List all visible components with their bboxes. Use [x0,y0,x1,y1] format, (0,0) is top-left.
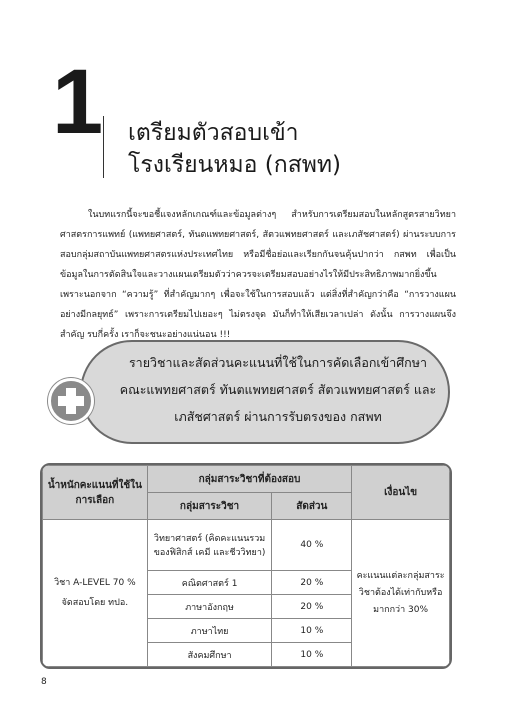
ratio-cell: 10 % [272,619,352,643]
subject-cell: ภาษาอังกฤษ [147,595,272,619]
callout-line2: คณะแพทยศาสตร์ ทันตแพทยศาสตร์ สัตวแพทยศาสตร์ และ [119,382,437,397]
callout-line3: เภสัชศาสตร์ ผ่านการรับตรงของ กสพท [174,409,382,424]
ratio-cell: 40 % [272,520,352,571]
table-row [43,520,450,571]
header-group: กลุ่มสาระวิชาที่ต้องสอบ [147,466,352,493]
subject-cell: ภาษาไทย [147,619,272,643]
subject-cell: คณิตศาสตร์ 1 [147,571,272,595]
header-subject: กลุ่มสาระวิชา [147,493,272,520]
chapter-title [128,118,341,182]
subject-cell: สังคมศึกษา [147,643,272,667]
ratio-cell: 20 % [272,571,352,595]
header-ratio: สัดส่วน [272,493,352,520]
weight-line1: วิชา A-LEVEL 70 % [54,578,136,588]
header-condition: เงื่อนไข [352,466,450,520]
chapter-title-line2: โรงเรียนหมอ (กสพท) [128,152,342,178]
page-number: 8 [41,677,47,687]
subject-cell: วิทยาศาสตร์ (คิดคะแนนรวมของฟิสิกส์ เคมี และชีววิทยา) [147,520,272,571]
chapter-number: 1 [52,51,104,153]
condition-cell: คะแนนแต่ละกลุ่มสาระวิชาต้องได้เท่ากับหรือมากกว่า 30% [352,520,450,667]
weight-line2: จัดสอบโดย ทปอ. [61,598,129,608]
weight-cell [43,520,148,667]
header-weight: น้ำหนักคะแนนที่ใช้ในการเลือก [43,466,148,520]
ratio-cell: 10 % [272,643,352,667]
intro-paragraph: ในบทแรกนี้จะขอชี้แจงหลักเกณฑ์และข้อมูลต่างๆ สำหรับการเตรียมสอบในหลักสูตรสายวิทยาศาสตรการแพทย์ (แพทยศาสตร์, ทันตแพทยศาสตร์, สัตวแพทยศาสตร์ และเภสัชศาสตร์) ผ่านระบบการสอบกลุ่มสถาบันแพทยศาสตรแห่งประเทศไทย หรือมีชื่อย่อและเรียกกันจนคุ้นปากว่า กสพท เพื่อเป็นข้อมูลในการตัดสินใจและวางแผนเตรียมตัวว่าควรจะเตรียมสอบอย่างไรให้มีประสิทธิภาพมากยิ่งขึ้น เพราะนอกจาก “ความรู้” ที่สำคัญมากๆ เพื่อจะใช้ในการสอบแล้ว แต่สิ่งที่สำคัญกว่าคือ “การวางแผนอย่างมีกลยุทธ์” เพราะการเตรียมไปเยอะๆ ไม่ตรงจุด มันก็ทำให้เสียเวลาเปล่า ดังนั้น การวางแผนจึงสำคัญ รบกี่ครั้ง เราก็จะชนะอย่างแน่นอน !!! [60,210,456,340]
subjects-table [40,463,452,669]
callout-line1: รายวิชาและสัดส่วนคะแนนที่ใช้ในการคัดเลือกเข้าศึกษา [128,355,428,370]
intro-text [60,205,456,345]
chapter-title-line1: เตรียมตัวสอบเข้า [128,120,299,146]
medical-cross-icon [48,378,94,424]
chapter-divider [103,116,104,178]
ratio-cell: 20 % [272,595,352,619]
callout-text [115,349,441,430]
